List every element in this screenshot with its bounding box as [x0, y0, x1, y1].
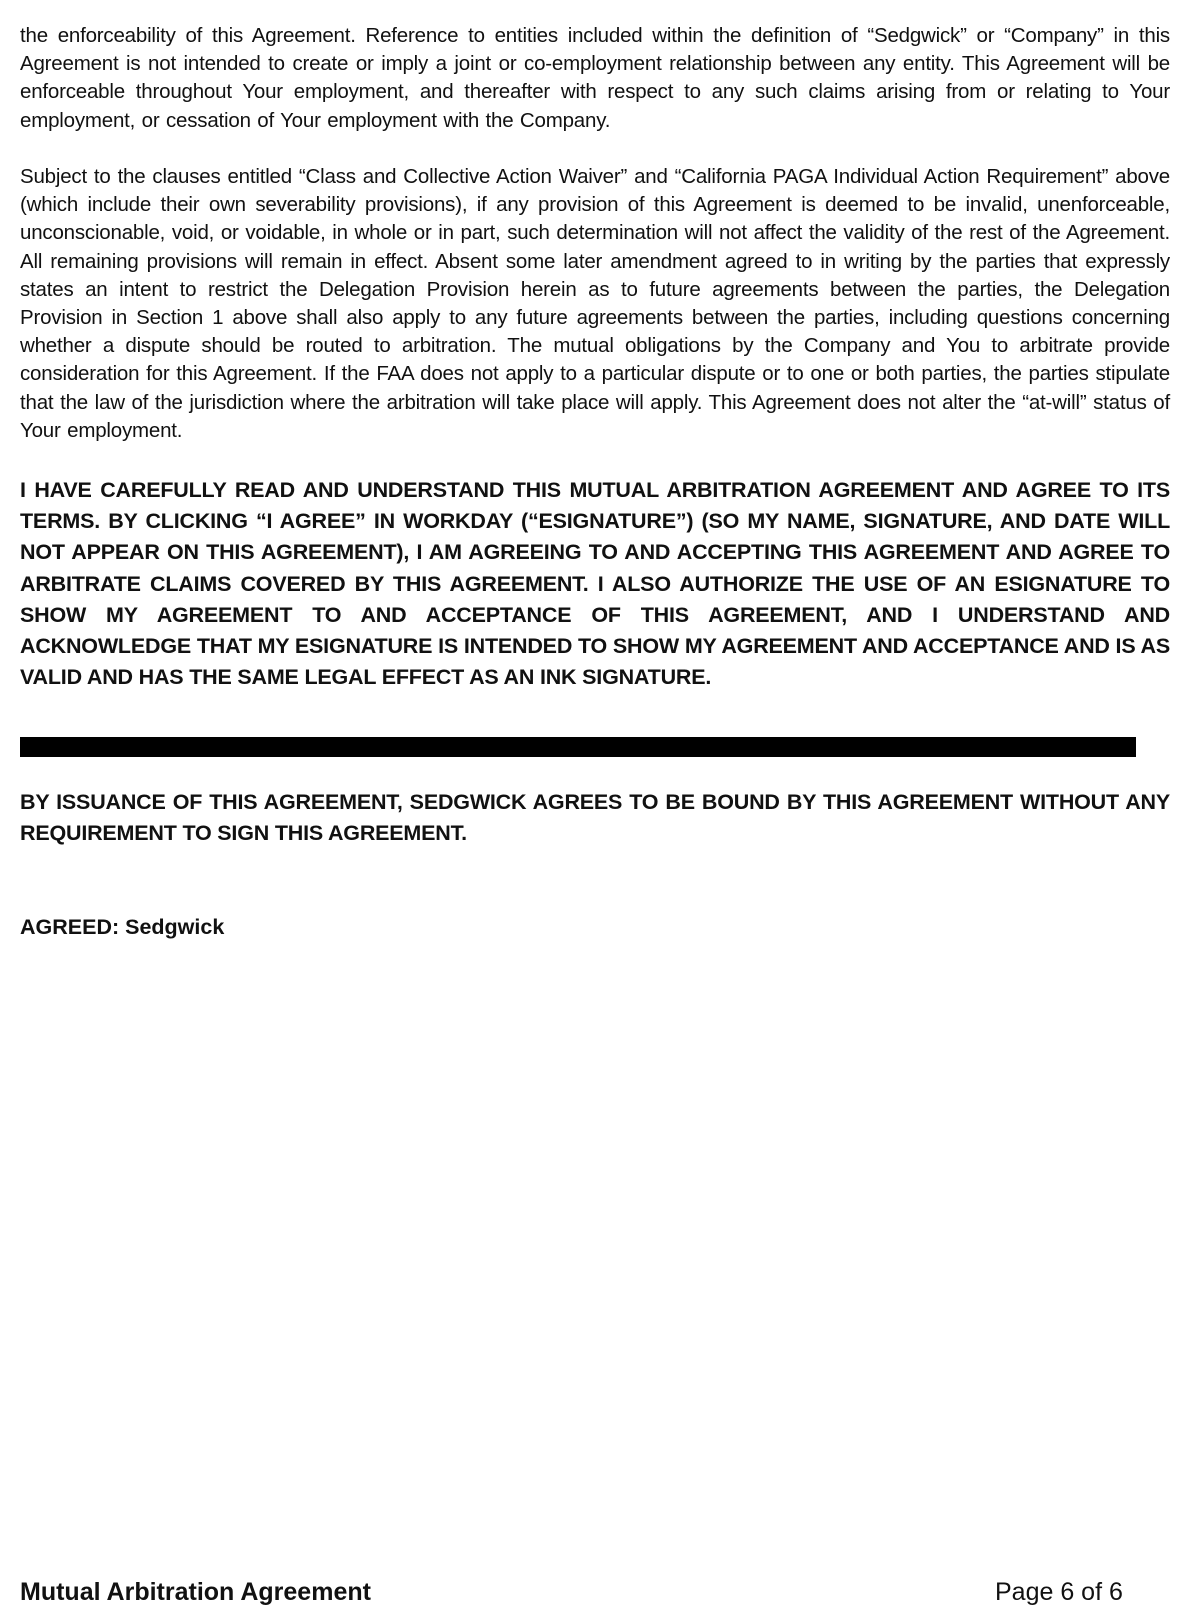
paragraph-enforceability: the enforceability of this Agreement. Reference to entities included within the definition of “Sedgwick” or “Company” in this Agreement is not intended to create or imply a joint or co-employment relationship between any entity. This Agreement will be enforceable throughout Your employment, and thereafter with respect to any such claims arising from or relating to Your employment, or cessation of Your employment with the Company. [20, 24, 1170, 132]
issuance-statement: BY ISSUANCE OF THIS AGREEMENT, SEDGWICK AGREES TO BE BOUND BY THIS AGREEMENT WITHOUT ANY REQUIREMENT TO SIGN THIS AGREEMENT. [20, 790, 1170, 845]
black-divider-bar [20, 737, 1136, 757]
agreed-line: AGREED: Sedgwick [20, 915, 225, 939]
footer-document-title: Mutual Arbitration Agreement [20, 1578, 371, 1606]
acknowledgement-statement: I HAVE CAREFULLY READ AND UNDERSTAND THIS MUTUAL ARBITRATION AGREEMENT AND AGREE TO ITS TERMS. BY CLICKING “I AGREE” IN WORKDAY (“ESIGNATURE”) (SO MY NAME, SIGNATURE, AND DATE WILL NOT APPEAR ON THIS AGREEMENT), I AM AGREEING TO AND ACCEPTING THIS AGREEMENT AND AGREE TO ARBITRATE CLAIMS COVERED BY THIS AGREEMENT. I ALSO AUTHORIZE THE USE OF AN ESIGNATURE TO SHOW MY AGREEMENT TO AND ACCEPTANCE OF THIS AGREEMENT, AND I UNDERSTAND AND ACKNOWLEDGE THAT MY ESIGNATURE IS INTENDED TO SHOW MY AGREEMENT AND ACCEPTANCE AND IS AS VALID AND HAS THE SAME LEGAL EFFECT AS AN INK SIGNATURE. [20, 478, 1170, 690]
paragraph-severability: Subject to the clauses entitled “Class and Collective Action Waiver” and “California PAGA Individual Action Requirement” above (which include their own severability provisions), if any provision of this Agreement is deemed to be invalid, unenforceable, unconscionable, void, or voidable, in whole or in part, such determination will not affect the validity of the rest of the Agreement. All remaining provisions will remain in effect. Absent some later amendment agreed to in writing by the parties that expressly states an intent to restrict the Delegation Provision herein as to future agreements between the parties, the Delegation Provision in Section 1 above shall also apply to any future agreements between the parties, including questions concerning whether a dispute should be routed to arbitration. The mutual obligations by the Company and You to arbitrate provide consideration for this Agreement. If the FAA does not apply to a particular dispute or to one or both parties, the parties stipulate that the law of the jurisdiction where the arbitration will take place will apply. This Agreement does not alter the “at-will” status of Your employment. [20, 165, 1170, 442]
footer-page-number: Page 6 of 6 [995, 1578, 1123, 1606]
